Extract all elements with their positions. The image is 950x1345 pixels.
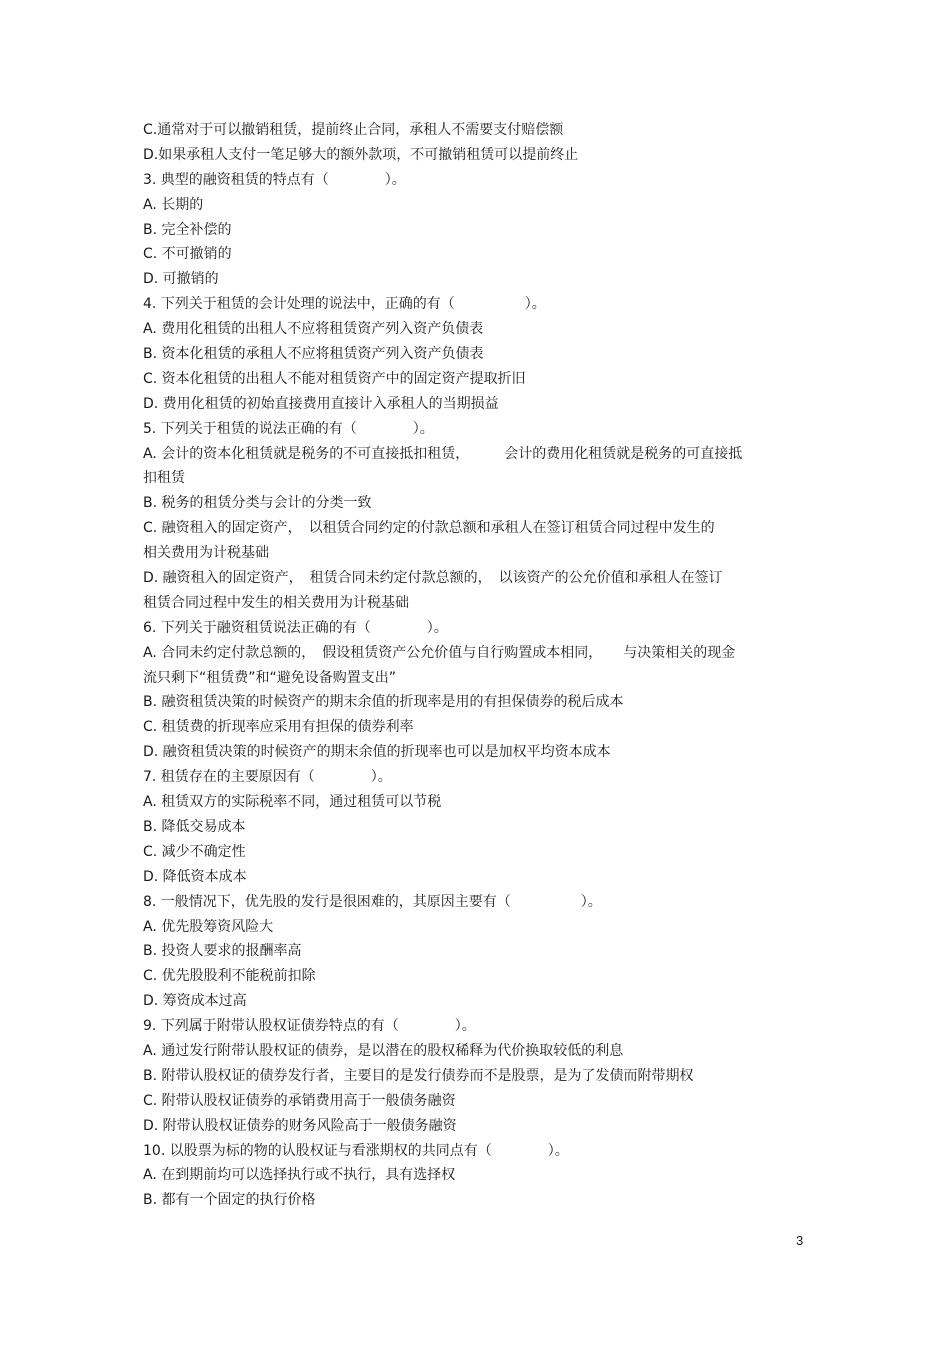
text-line: A. 租赁双方的实际税率不同，通过租赁可以节税 — [143, 794, 442, 811]
text-line: A. 会计的资本化租赁就是税务的不可直接抵扣租赁， 会计的费用化租赁就是税务的可直接抵 — [143, 445, 743, 462]
text-line: A. 在到期前均可以选择执行或不执行，具有选择权 — [143, 1167, 456, 1184]
text-line: B. 投资人要求的报酬率高 — [143, 943, 302, 960]
text-line: B. 税务的租赁分类与会计的分类一致 — [143, 495, 372, 512]
text-line: D. 费用化租赁的初始直接费用直接计入承租人的当期损益 — [143, 395, 499, 412]
text-line: 8. 一般情况下，优先股的发行是很困难的，其原因主要有（ ）。 — [143, 893, 602, 910]
text-line: C. 优先股股利不能税前扣除 — [143, 968, 316, 985]
text-line: B. 资本化租赁的承租人不应将租赁资产列入资产负债表 — [143, 346, 484, 363]
text-line: B. 降低交易成本 — [143, 818, 246, 835]
text-line: 租赁合同过程中发生的相关费用为计税基础 — [143, 594, 409, 611]
text-line: D. 融资租入的固定资产， 租赁合同未约定付款总额的， 以该资产的公允价值和承租人在签订 — [143, 570, 723, 587]
text-line: A. 费用化租赁的出租人不应将租赁资产列入资产负债表 — [143, 321, 484, 338]
page-number: 3 — [796, 1233, 804, 1248]
text-line: 4. 下列关于租赁的会计处理的说法中，正确的有（ ）。 — [143, 296, 546, 313]
text-line: A. 通过发行附带认股权证的债券，是以潜在的股权稀释为代价换取较低的利息 — [143, 1042, 624, 1059]
text-line: C. 资本化租赁的出租人不能对租赁资产中的固定资产提取折旧 — [143, 370, 526, 387]
text-line: D. 附带认股权证债券的财务风险高于一般债务融资 — [143, 1117, 457, 1134]
text-line: C. 减少不确定性 — [143, 843, 246, 860]
text-line: 9. 下列属于附带认股权证债券特点的有（ ）。 — [143, 1018, 476, 1035]
text-line: B. 完全补偿的 — [143, 221, 232, 238]
text-line: A. 合同未约定付款总额的， 假设租赁资产公允价值与自行购置成本相同， 与决策相关的现金 — [143, 644, 736, 661]
question-text-block — [143, 118, 823, 1213]
text-line: C. 附带认股权证债券的承销费用高于一般债务融资 — [143, 1092, 456, 1109]
text-line: 5. 下列关于租赁的说法正确的有（ ）。 — [143, 420, 434, 437]
text-line: A. 优先股筹资风险大 — [143, 918, 274, 935]
text-line: C. 不可撤销的 — [143, 246, 232, 263]
text-line: D.如果承租人支付一笔足够大的额外款项，不可撤销租赁可以提前终止 — [143, 146, 579, 163]
text-line: B. 都有一个固定的执行价格 — [143, 1192, 316, 1209]
text-line: 相关费用为计税基础 — [143, 545, 269, 562]
text-line: 扣租赁 — [143, 470, 185, 487]
text-line: A. 长期的 — [143, 196, 204, 213]
text-line: D. 筹资成本过高 — [143, 993, 247, 1010]
text-line: C.通常对于可以撤销租赁，提前终止合同，承租人不需要支付赔偿额 — [143, 122, 564, 138]
text-line: D. 降低资本成本 — [143, 868, 247, 885]
text-line: D. 融资租赁决策的时候资产的期末余值的折现率也可以是加权平均资本成本 — [143, 744, 611, 761]
text-line: 10. 以股票为标的物的认股权证与看涨期权的共同点有（ ）。 — [143, 1142, 569, 1159]
text-line: 3. 典型的融资租赁的特点有（ ）。 — [143, 171, 406, 188]
text-line: D. 可撤销的 — [143, 271, 219, 288]
text-line: B. 融资租赁决策的时候资产的期末余值的折现率是用的有担保债券的税后成本 — [143, 694, 624, 711]
text-line: C. 租赁费的折现率应采用有担保的债券利率 — [143, 719, 414, 736]
text-line: B. 附带认股权证的债券发行者，主要目的是发行债券而不是股票，是为了发债而附带期权 — [143, 1067, 694, 1084]
text-line: 6. 下列关于融资租赁说法正确的有（ ）。 — [143, 619, 448, 636]
text-line: 流只剩下“租赁费”和“避免设备购置支出” — [143, 669, 397, 686]
text-line: 7. 租赁存在的主要原因有（ ）。 — [143, 769, 392, 786]
text-line: C. 融资租入的固定资产， 以租赁合同约定的付款总额和承租人在签订租赁合同过程中发生的 — [143, 520, 715, 537]
